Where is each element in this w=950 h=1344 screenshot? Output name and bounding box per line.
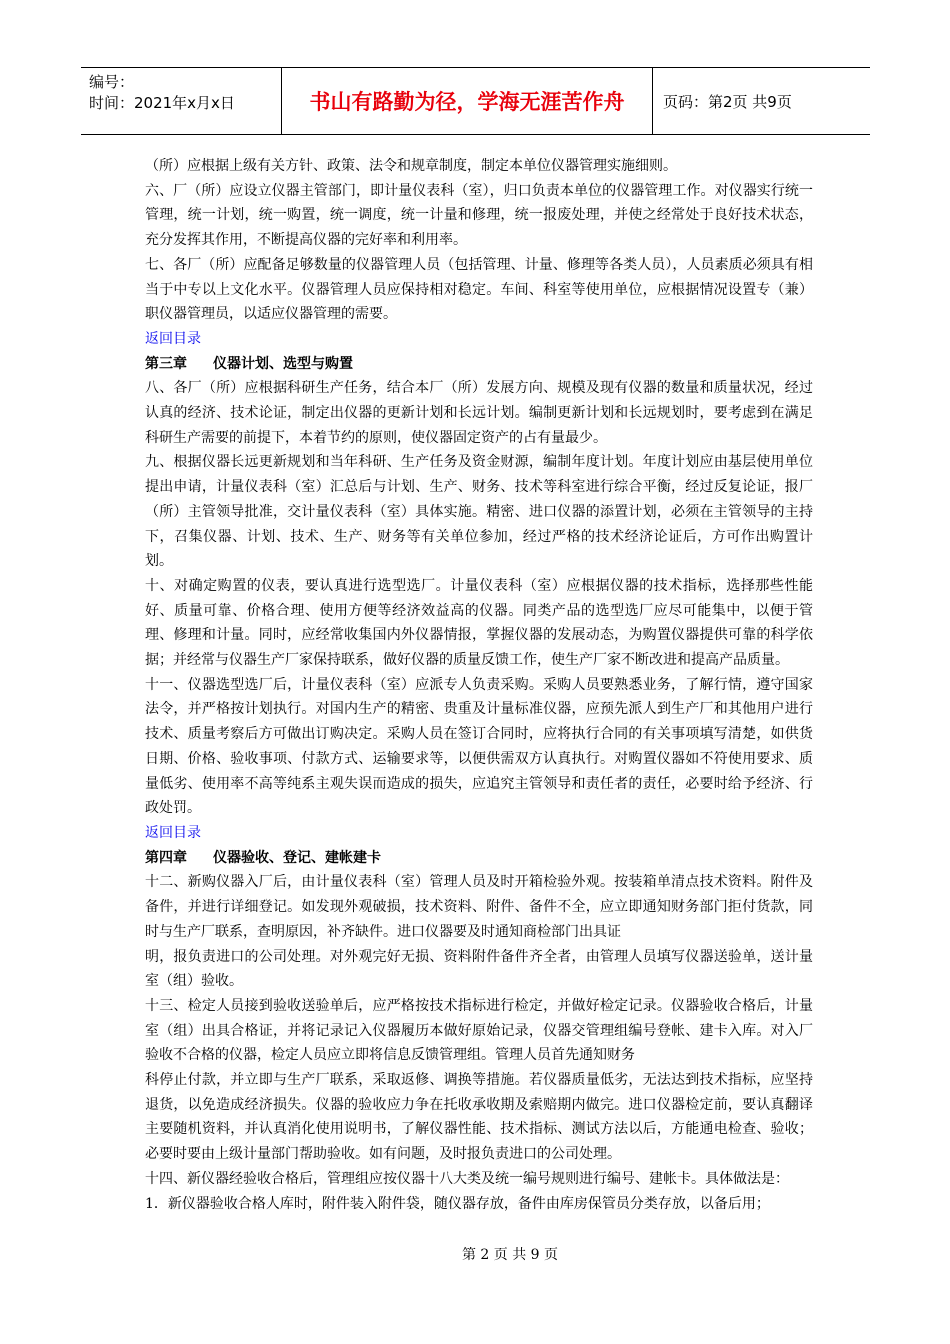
paragraph: 科停止付款，并立即与生产厂联系，采取返修、调换等措施。若仪器质量低劣，无法达到技术指标，应坚持退货，以免造成经济损失。仪器的验收应力争在托收承收期及索赔期内做完。进口仪器检定前，要认真翻译主要随机资料，并认真消化使用说明书，了解仪器性能、技术指标、测试方法以后，方能通电检查、验收；必要时要由上级计量部门帮助验收。如有问题，及时报负责进口的公司处理。 — [145, 1072, 813, 1163]
chapter-number: 第三章 — [145, 355, 187, 372]
back-to-toc-link[interactable]: 返回目录 — [145, 824, 201, 841]
paragraph: 七、各厂（所）应配备足够数量的仪器管理人员（包括管理、计量、修理等各类人员），人员素质必须具有相当于中专以上文化水平。仪器管理人员应保持相对稳定。车间、科室等使用单位，应根据情况设置专（兼）职仪器管理员，以适应仪器管理的需要。 — [145, 256, 813, 323]
paragraph: 十四、新仪器经验收合格后，管理组应按仪器十八大类及统一编号规则进行编号、建帐卡。具体做法是： — [145, 1170, 789, 1187]
header-date: 时间：2021年x月x日 — [89, 94, 235, 112]
document-body — [145, 154, 813, 1216]
paragraph: 1．新仪器验收合格人库时，附件装入附件袋，随仪器存放，备件由库房保管员分类存放，以备后用； — [145, 1195, 770, 1212]
paragraph: 十三、检定人员接到验收送验单后，应严格按技术指标进行检定，并做好检定记录。仪器验收合格后，计量室（组）出具合格证，并将记录记入仪器履历本做好原始记录，仪器交管理组编号登帐、建卡入库。对入厂验收不合格的仪器，检定人员应立即将信息反馈管理组。管理人员首先通知财务 — [145, 997, 813, 1064]
header-page-number: 页码：第2页 共9页 — [663, 92, 792, 111]
paragraph: 十二、新购仪器入厂后，由计量仪表科（室）管理人员及时开箱检验外观。按装箱单清点技术资料。附件及备件，并进行详细登记。如发现外观破损，技术资料、附件、备件不全，应立即通知财务部门拒付货款，同时与生产厂联系，查明原因，补齐缺件。进口仪器要及时通知商检部门出具证 — [145, 874, 813, 940]
chapter-number: 第四章 — [145, 849, 187, 866]
paragraph: 六、厂（所）应设立仪器主管部门，即计量仪表科（室），归口负责本单位的仪器管理工作。对仪器实行统一管理，统一计划，统一购置，统一调度，统一计量和修理，统一报废处理，并使之经常处于良好技术状态，充分发挥其作用，不断提高仪器的完好率和利用率。 — [145, 182, 813, 249]
chapter-title: 仪器验收、登记、建帐建卡 — [213, 849, 381, 866]
chapter-title: 仪器计划、选型与购置 — [213, 355, 353, 372]
page-footer: 第 2 页 共 9 页 — [461, 1247, 559, 1263]
paragraph: 九、根据仪器长远更新规划和当年科研、生产任务及资金财源，编制年度计划。年度计划应由基层使用单位提出申请，计量仪表科（室）汇总后与计划、生产、财务、技术等科室进行综合平衡，经过反复论证，报厂（所）主管领导批准，交计量仪表科（室）具体实施。精密、进口仪器的添置计划，必须在主管领导的主持下，召集仪器、计划、技术、生产、财务等有关单位参加，经过严格的技术经济论证后，方可作出购置计划。 — [145, 454, 813, 570]
chapter-heading — [145, 352, 813, 377]
paragraph: 十、对确定购置的仪表，要认真进行选型选厂。计量仪表科（室）应根据仪器的技术指标，选择那些性能好、质量可靠、价格合理、使用方便等经济效益高的仪器。同类产品的选型选厂应尽可能集中，以便于管理、修理和计量。同时，应经常收集国内外仪器情报，掌握仪器的发展动态，为购置仪器提供可靠的科学依据；并经常与仪器生产厂家保持联系，做好仪器的质量反馈工作，使生产厂家不断改进和提高产品质量。 — [145, 577, 813, 669]
header-number: 编号： — [89, 73, 135, 91]
paragraph: 明，报负责进口的公司处理。对外观完好无损、资料附件备件齐全者，由管理人员填写仪器送验单，送计量室（组）验收。 — [145, 948, 813, 990]
page-header — [81, 67, 870, 135]
chapter-heading — [145, 846, 813, 871]
paragraph: （所）应根据上级有关方针、政策、法令和规章制度，制定本单位仪器管理实施细则。 — [145, 158, 677, 174]
header-meta — [81, 68, 282, 134]
paragraph: 十一、仪器选型选厂后，计量仪表科（室）应派专人负责采购。采购人员要熟悉业务，了解行情，遵守国家法令，并严格按计划执行。对国内生产的精密、贵重及计量标准仪器，应预先派人到生产厂和其他用户进行技术、质量考察后方可做出订购决定。采购人员在签订合同时，应将执行合同的有关事项填写清楚，如供货日期、价格、验收事项、付款方式、运输要求等，以便供需双方认真执行。对购置仪器如不符使用要求、质量低劣、使用率不高等纯系主观失误而造成的损失，应追究主管领导和责任者的责任，必要时给予经济、行政处罚。 — [145, 676, 813, 817]
paragraph: 八、各厂（所）应根据科研生产任务，结合本厂（所）发展方向、规模及现有仪器的数量和质量状况，经过认真的经济、技术论证，制定出仪器的更新计划和长远计划。编制更新计划和长远规划时，要考虑到在满足科研生产需要的前提下，本着节约的原则，使仪器固定资产的占有量最少。 — [145, 380, 813, 446]
header-motto: 书山有路勤为径，学海无涯苦作舟 — [282, 68, 653, 134]
back-to-toc-link[interactable]: 返回目录 — [145, 330, 201, 347]
